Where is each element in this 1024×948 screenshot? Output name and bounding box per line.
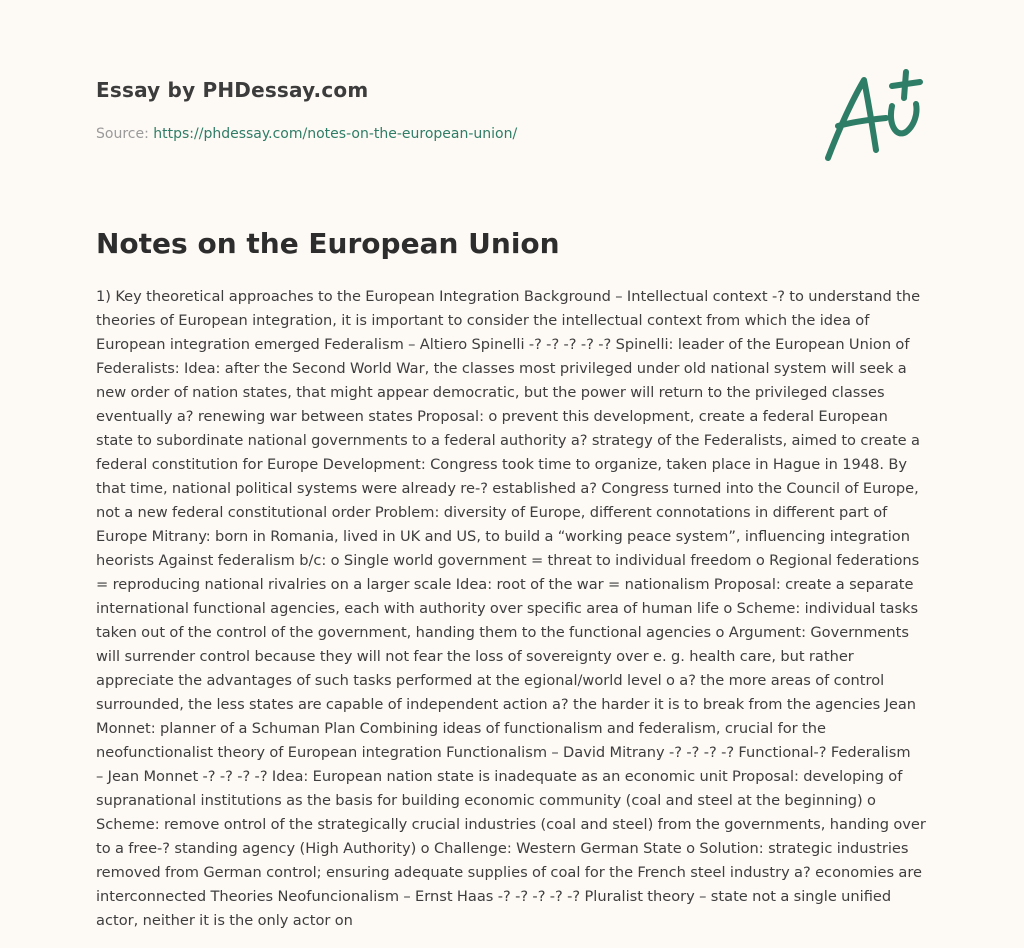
essay-body-line: Monnet: planner of a Schuman Plan Combining ideas of functionalism and federalism, crucial for the — [96, 720, 826, 737]
essay-body-line: heorists Against federalism b/c: o Single world government = threat to individual freedom o Regional federations — [96, 552, 920, 569]
essay-body-line: new order of nation states, that might appear democratic, but the power will return to the privileged classes — [96, 384, 885, 401]
essay-body-line: Federalists: Idea: after the Second World War, the classes most privileged under old national system will seek a — [96, 360, 907, 377]
essay-body — [96, 285, 928, 933]
essay-body-line: – Jean Monnet -? -? -? -? Idea: European nation state is inadequate as an economic unit Proposal: developing of — [96, 768, 903, 785]
essay-body-line: theories of European integration, it is important to consider the intellectual context from which the idea of — [96, 312, 870, 329]
essay-body-line: to a free-? standing agency (High Authority) o Challenge: Western German State o Solution: strategic industries — [96, 840, 909, 857]
essay-body-line: taken out of the control of the government, handing them to the functional agencies o Argument: Governments — [96, 624, 909, 641]
source-link[interactable]: https://phdessay.com/notes-on-the-european-union/ — [153, 126, 518, 142]
essay-body-line: removed from German control; ensuring adequate supplies of coal for the French steel industry a? economies are — [96, 864, 922, 881]
essay-body-line: that time, national political systems were already re-? established a? Congress turned into the Council of Europe, — [96, 480, 919, 497]
a-plus-logo-icon — [816, 66, 928, 166]
essay-body-line: Scheme: remove ontrol of the strategically crucial industries (coal and steel) from the governments, handing over — [96, 816, 926, 833]
essay-body-line: actor, neither it is the only actor on — [96, 912, 353, 929]
essay-body-line: state to subordinate national governments to a federal authority a? strategy of the Federalists, aimed to create a — [96, 432, 920, 449]
essay-body-line: federal constitution for Europe Development: Congress took time to organize, taken place in Hague in 1948. By — [96, 456, 907, 473]
essay-body-line: 1) Key theoretical approaches to the European Integration Background – Intellectual context -? to understand the — [96, 288, 921, 305]
essay-body-line: appreciate the advantages of such tasks performed at the egional/world level o a? the more areas of control — [96, 672, 885, 689]
source-line — [96, 124, 517, 144]
site-title: Essay by PHDessay.com — [96, 78, 369, 102]
essay-body-line: international functional agencies, each with authority over specific area of human life o Scheme: individual tasks — [96, 600, 919, 617]
essay-title: Notes on the European Union — [96, 227, 560, 260]
essay-body-line: neofunctionalist theory of European integration Functionalism – David Mitrany -? -? -? -? Functional-? Federalism — [96, 744, 911, 761]
essay-body-line: = reproducing national rivalries on a larger scale Idea: root of the war = nationalism Proposal: create a separate — [96, 576, 914, 593]
essay-body-line: not a new federal constitutional order Problem: diversity of Europe, different connotations in different part of — [96, 504, 888, 521]
essay-body-line: European integration emerged Federalism – Altiero Spinelli -? -? -? -? -? Spinelli: leader of the European Union of — [96, 336, 910, 353]
source-label: Source: — [96, 126, 149, 142]
essay-body-line: surrounded, the less states are capable of independent action a? the harder it is to break from the agencies Jean — [96, 696, 917, 713]
essay-body-line: interconnected Theories Neofuncionalism – Ernst Haas -? -? -? -? -? Pluralist theory – state not a single unified — [96, 888, 892, 905]
essay-body-line: supranational institutions as the basis for building economic community (coal and steel at the beginning) o — [96, 792, 876, 809]
essay-body-line: Europe Mitrany: born in Romania, lived in UK and US, to build a “working peace system”, influencing integration — [96, 528, 910, 545]
essay-body-line: eventually a? renewing war between states Proposal: o prevent this development, create a federal European — [96, 408, 888, 425]
essay-body-line: will surrender control because they will not fear the loss of sovereignty over e. g. health care, but rather — [96, 648, 854, 665]
